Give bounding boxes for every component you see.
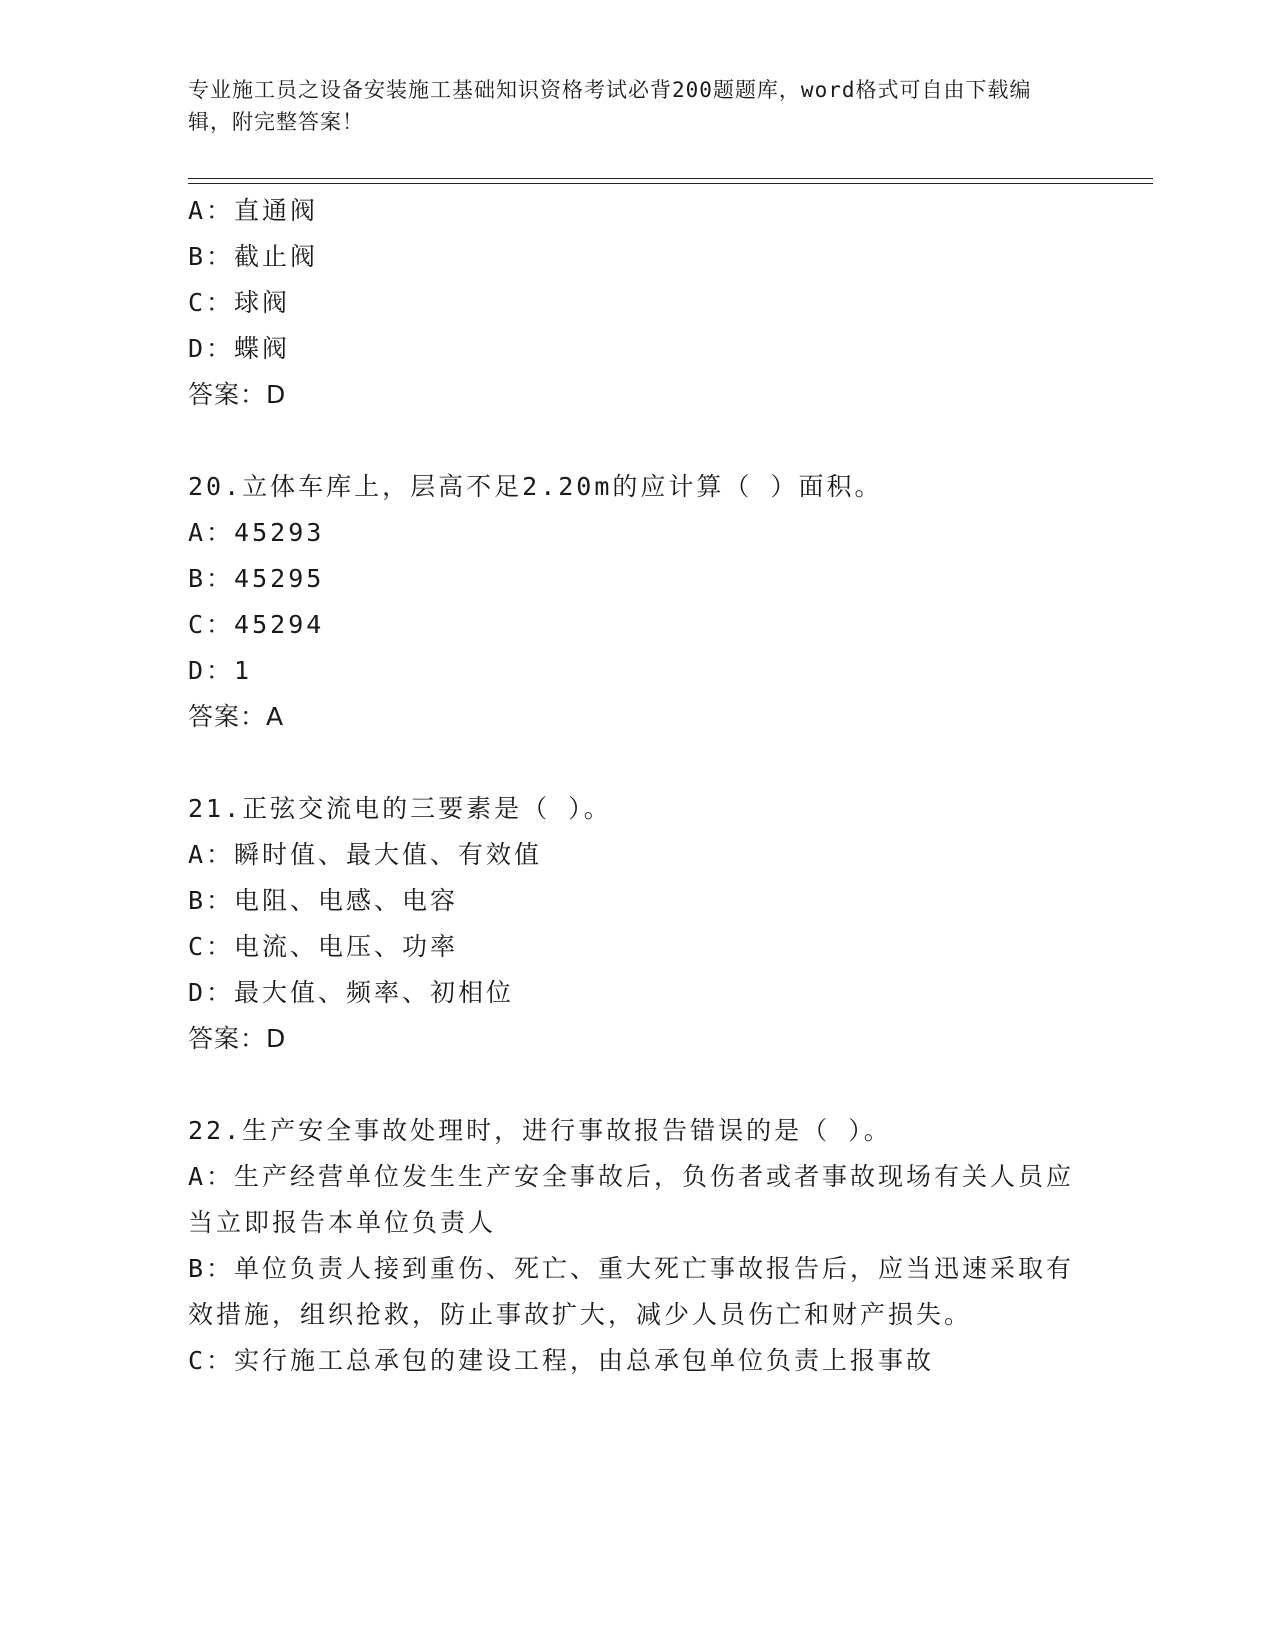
option-a: A：生产经营单位发生生产安全事故后，负伤者或者事故现场有关人员应当立即报告本单位负责人	[188, 1162, 1075, 1237]
header-rule-bottom	[188, 183, 1153, 184]
question-19-block	[188, 188, 1088, 418]
spacer	[188, 740, 1088, 786]
option-a: A：45293	[188, 518, 325, 547]
question-20-block	[188, 464, 1088, 740]
option-d: D：最大值、频率、初相位	[188, 978, 515, 1007]
option-a: A：瞬时值、最大值、有效值	[188, 840, 543, 869]
option-c: C：电流、电压、功率	[188, 932, 459, 961]
answer: 答案：A	[188, 702, 285, 731]
option-d: D：1	[188, 656, 253, 685]
spacer	[188, 418, 1088, 464]
question-stem: 20.立体车库上，层高不足2.20m的应计算（ ）面积。	[188, 472, 883, 501]
spacer	[188, 1062, 1088, 1108]
question-stem: 22.生产安全事故处理时，进行事故报告错误的是（ ）。	[188, 1116, 892, 1145]
option-c: C：实行施工总承包的建设工程，由总承包单位负责上报事故	[188, 1346, 935, 1375]
question-content	[188, 188, 1088, 1384]
answer: 答案：D	[188, 1024, 287, 1053]
option-a: A：直通阀	[188, 196, 319, 225]
option-b: B：45295	[188, 564, 325, 593]
question-stem: 21.正弦交流电的三要素是（ ）。	[188, 794, 612, 823]
option-b: B：电阻、电感、电容	[188, 886, 459, 915]
header-rule-top	[188, 178, 1153, 179]
option-b: B：截止阀	[188, 242, 319, 271]
answer: 答案：D	[188, 380, 287, 409]
option-c: C：球阀	[188, 288, 291, 317]
option-d: D：蝶阀	[188, 334, 291, 363]
document-header: 专业施工员之设备安装施工基础知识资格考试必背200题题库，word格式可自由下载编辑，附完整答案！	[188, 78, 1032, 134]
question-22-block	[188, 1108, 1088, 1384]
question-21-block	[188, 786, 1088, 1062]
option-c: C：45294	[188, 610, 325, 639]
option-b: B：单位负责人接到重伤、死亡、重大死亡事故报告后，应当迅速采取有效措施，组织抢救，防止事故扩大，减少人员伤亡和财产损失。	[188, 1254, 1075, 1329]
